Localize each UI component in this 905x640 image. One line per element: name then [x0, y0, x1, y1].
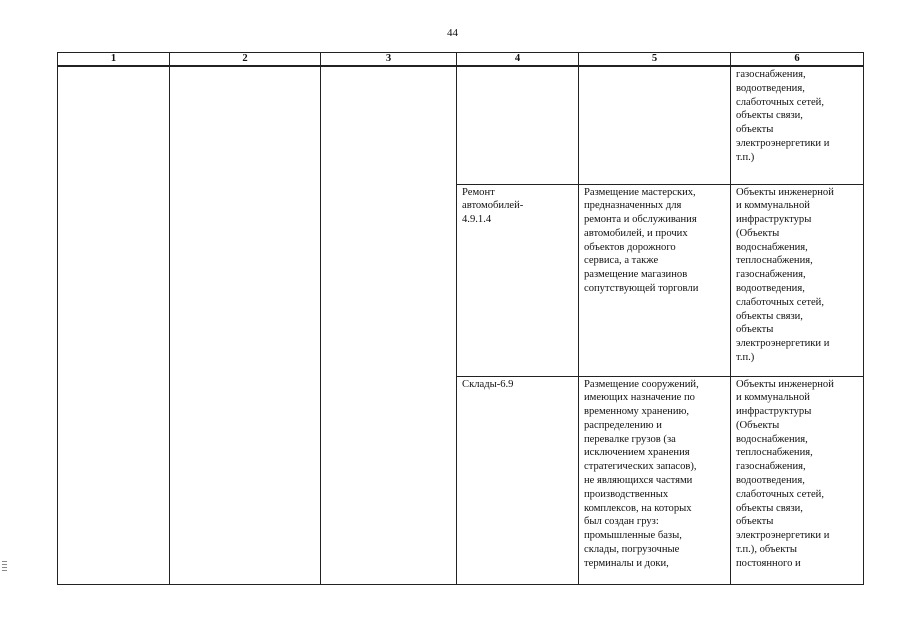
cell-text: Размещение сооружений, имеющих назначение по временному хранению, распределению и перевалке грузов (за исключением хранения стратегических запасов), не являющихся частями производственных комплексов, на которых был создан груз: промышленные базы, склады, погрузочные терминалы и доки, — [584, 378, 699, 569]
cell-text: Склады-6.9 — [462, 378, 514, 390]
table-cell-col6 — [731, 66, 864, 184]
column-header-4: 4 — [457, 53, 579, 67]
column-header-1: 1 — [58, 53, 170, 67]
column-header-6: 6 — [731, 53, 864, 67]
scan-artifact — [2, 561, 7, 575]
column-header-3: 3 — [321, 53, 457, 67]
table-cell-col4 — [457, 376, 579, 584]
table-cell-col5 — [579, 66, 731, 184]
table-cell-col4 — [457, 184, 579, 376]
column-header-5: 5 — [579, 53, 731, 67]
regulation-table — [57, 52, 864, 585]
table-row — [58, 66, 864, 184]
column-header-2: 2 — [170, 53, 321, 67]
table-cell-col3 — [321, 66, 457, 584]
cell-text: газоснабжения, водоотведения, слаботочных сетей, объекты связи, объекты электроэнергетики и т.п.) — [736, 69, 830, 163]
table-cell-col2 — [170, 66, 321, 584]
page-number: 44 — [447, 27, 458, 39]
cell-text: Объекты инженерной и коммунальной инфраструктуры (Объекты водоснабжения, теплоснабжения, газоснабжения, водоотведения, слаботочных сетей, объекты связи, объекты электроэнергетики и т.п.) — [736, 186, 834, 364]
cell-text: Объекты инженерной и коммунальной инфраструктуры (Объекты водоснабжения, теплоснабжения, газоснабжения, водоотведения, слаботочных сетей, объекты связи, объекты электроэнергетики и т.п.), объекты постоянного и — [736, 378, 834, 569]
cell-text: Ремонт автомобилей- 4.9.1.4 — [462, 186, 524, 226]
table-cell-col6 — [731, 184, 864, 376]
table-cell-col6 — [731, 376, 864, 584]
table-cell-col5 — [579, 376, 731, 584]
cell-text: Размещение мастерских, предназначенных для ремонта и обслуживания автомобилей, и прочих объектов дорожного сервиса, а также размещение магазинов сопутствующей торговли — [584, 186, 699, 295]
table-header-row — [58, 53, 864, 67]
table-cell-col1 — [58, 66, 170, 584]
table-cell-col5 — [579, 184, 731, 376]
table-cell-col4 — [457, 66, 579, 184]
